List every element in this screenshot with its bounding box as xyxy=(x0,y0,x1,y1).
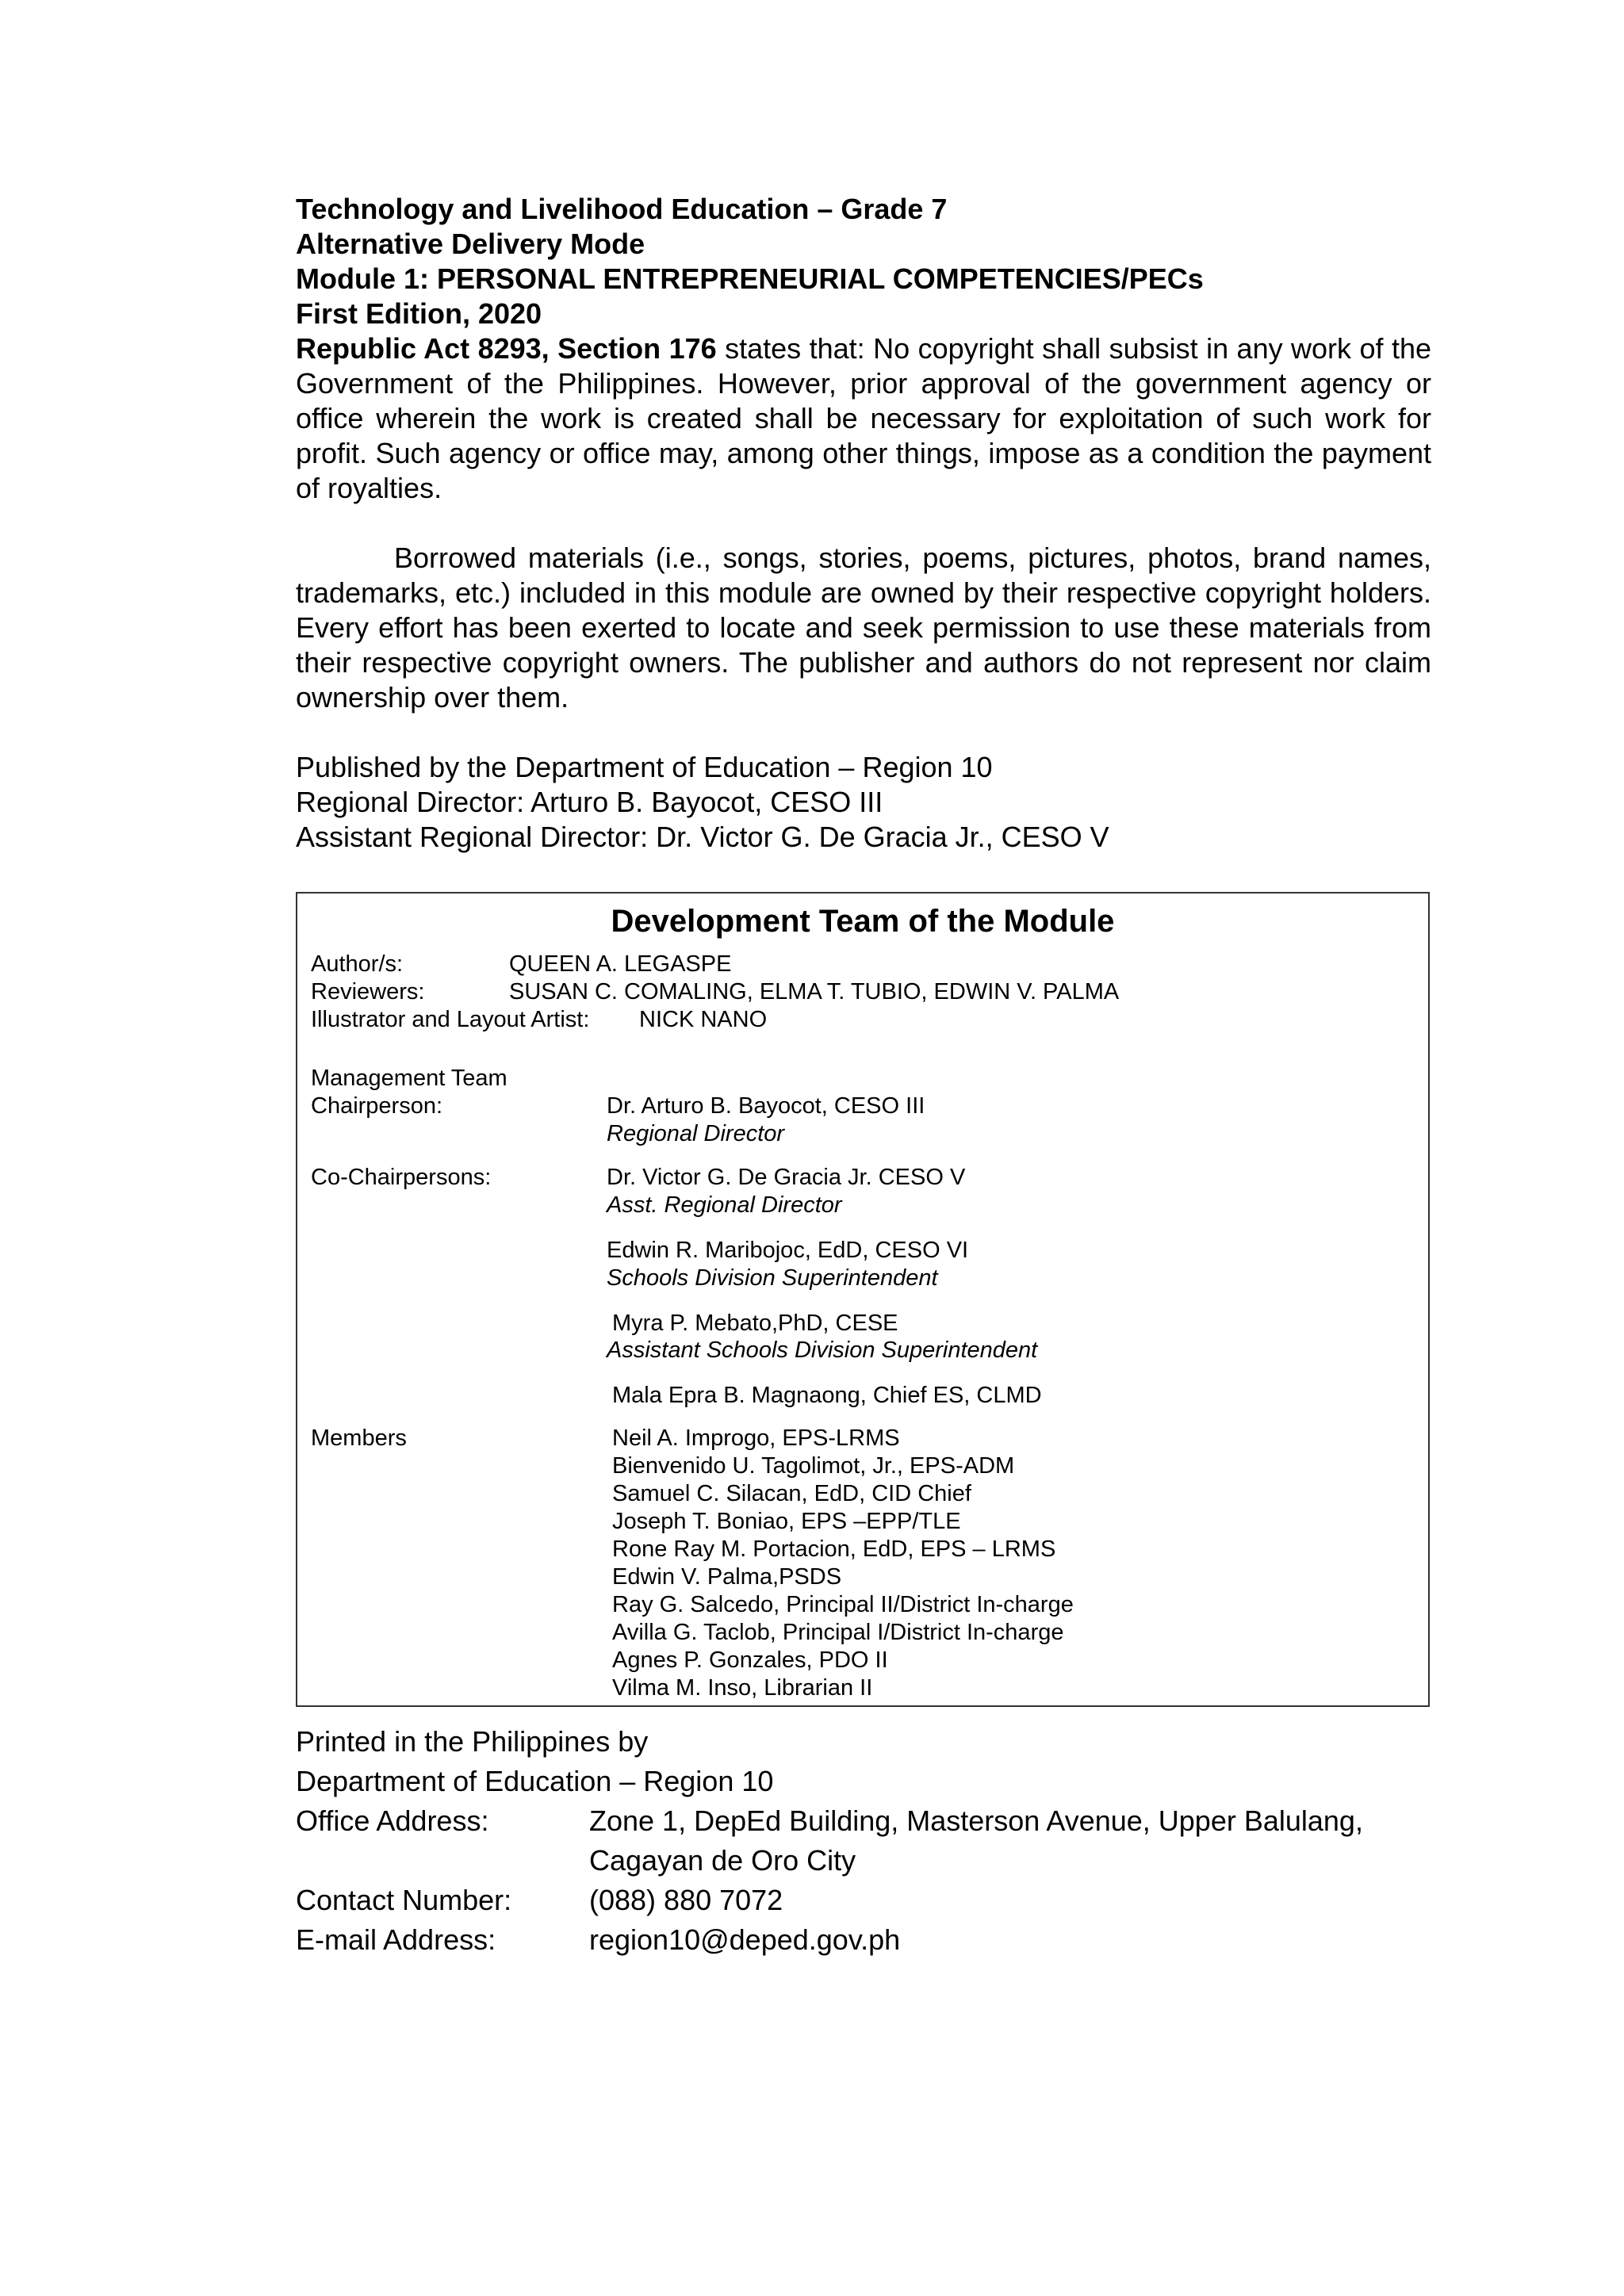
act-text: states that: No copyright shall subsist in any work of the Government of the Philippines. However, prior approval of the government agency or office wherein the work is created shall be necessary for exploitation of such work for profit. Such agency or office may, among other things, impose as a condition the payment of royalties. xyxy=(296,332,1432,504)
copyright-header xyxy=(296,192,1431,855)
author-label: Author/s: xyxy=(311,951,404,977)
cochair-title: Schools Division Superintendent xyxy=(607,1265,938,1291)
member-name: Ray G. Salcedo, Principal II/District In-charge xyxy=(612,1592,1074,1617)
member-name: Agnes P. Gonzales, PDO II xyxy=(612,1647,888,1673)
printed-in: Printed in the Philippines by xyxy=(296,1725,649,1758)
team-title: Development Team of the Module xyxy=(611,904,1115,939)
illustrator-label: Illustrator and Layout Artist: xyxy=(311,1007,590,1032)
reviewers-names: SUSAN C. COMALING, ELMA T. TUBIO, EDWIN V. PALMA xyxy=(509,979,1120,1004)
author-name: QUEEN A. LEGASPE xyxy=(509,951,732,977)
member-name: Vilma M. Inso, Librarian II xyxy=(612,1675,873,1701)
act-reference: Republic Act 8293, Section 176 xyxy=(296,332,717,365)
email-address: region10@deped.gov.ph xyxy=(589,1923,901,1956)
contact-number: (088) 880 7072 xyxy=(589,1884,783,1916)
chairperson-name: Dr. Arturo B. Bayocot, CESO III xyxy=(607,1093,925,1119)
module-title: Module 1: PERSONAL ENTREPRENEURIAL COMPETENCIES/PECs xyxy=(296,262,1204,295)
co-chairpersons-label: Co-Chairpersons: xyxy=(311,1165,492,1190)
cochair-title: Asst. Regional Director xyxy=(607,1192,842,1218)
publisher-block xyxy=(296,750,1431,855)
copyright-paragraph xyxy=(296,331,1431,506)
edition: First Edition, 2020 xyxy=(296,297,542,330)
chairperson-label: Chairperson: xyxy=(311,1093,443,1119)
member-name: Edwin V. Palma,PSDS xyxy=(612,1564,842,1590)
contact-number-label: Contact Number: xyxy=(296,1884,512,1916)
development-team-box xyxy=(296,892,1430,1707)
office-address-line1: Zone 1, DepEd Building, Masterson Avenue, Upper Balulang, xyxy=(589,1804,1363,1837)
office-address-line2: Cagayan de Oro City xyxy=(589,1844,856,1877)
printer-department: Department of Education – Region 10 xyxy=(296,1765,774,1797)
member-name: Avilla G. Taclob, Principal I/District In-charge xyxy=(612,1620,1064,1645)
assistant-regional-director: Assistant Regional Director: Dr. Victor G. De Gracia Jr., CESO V xyxy=(296,821,1109,853)
email-label: E-mail Address: xyxy=(296,1923,496,1956)
management-team-label: Management Team xyxy=(311,1066,508,1091)
member-name: Joseph T. Boniao, EPS –EPP/TLE xyxy=(612,1509,961,1534)
cochair-name: Dr. Victor G. De Gracia Jr. CESO V xyxy=(607,1165,966,1190)
member-name: Samuel C. Silacan, EdD, CID Chief xyxy=(612,1481,971,1506)
cochair-title: Assistant Schools Division Superintendent xyxy=(607,1337,1038,1363)
borrowed-materials-paragraph: Borrowed materials (i.e., songs, stories, poems, pictures, photos, brand names, trademarks, etc.) included in this module are owned by their respective copyright holders. Every effort has been exerted to locate and seek permission to use these materials from their respective copyright owners. The publisher and authors do not represent nor claim ownership over them. xyxy=(296,541,1431,714)
members-label: Members xyxy=(311,1425,407,1451)
cochair-name: Edwin R. Maribojoc, EdD, CESO VI xyxy=(607,1238,969,1263)
reviewers-label: Reviewers: xyxy=(311,979,425,1004)
office-address-label: Office Address: xyxy=(296,1804,489,1837)
illustrator-name: NICK NANO xyxy=(639,1007,768,1032)
published-by: Published by the Department of Education – Region 10 xyxy=(296,751,993,783)
cochair-name: Mala Epra B. Magnaong, Chief ES, CLMD xyxy=(612,1383,1042,1408)
regional-director: Regional Director: Arturo B. Bayocot, CESO III xyxy=(296,786,883,818)
delivery-mode: Alternative Delivery Mode xyxy=(296,228,645,260)
cochair-name: Myra P. Mebato,PhD, CESE xyxy=(612,1311,898,1336)
course-title: Technology and Livelihood Education – Grade 7 xyxy=(296,193,948,225)
member-name: Rone Ray M. Portacion, EdD, EPS – LRMS xyxy=(612,1536,1056,1562)
member-name: Bienvenido U. Tagolimot, Jr., EPS-ADM xyxy=(612,1453,1015,1479)
chairperson-title: Regional Director xyxy=(607,1121,785,1146)
member-name: Neil A. Improgo, EPS-LRMS xyxy=(612,1425,900,1451)
